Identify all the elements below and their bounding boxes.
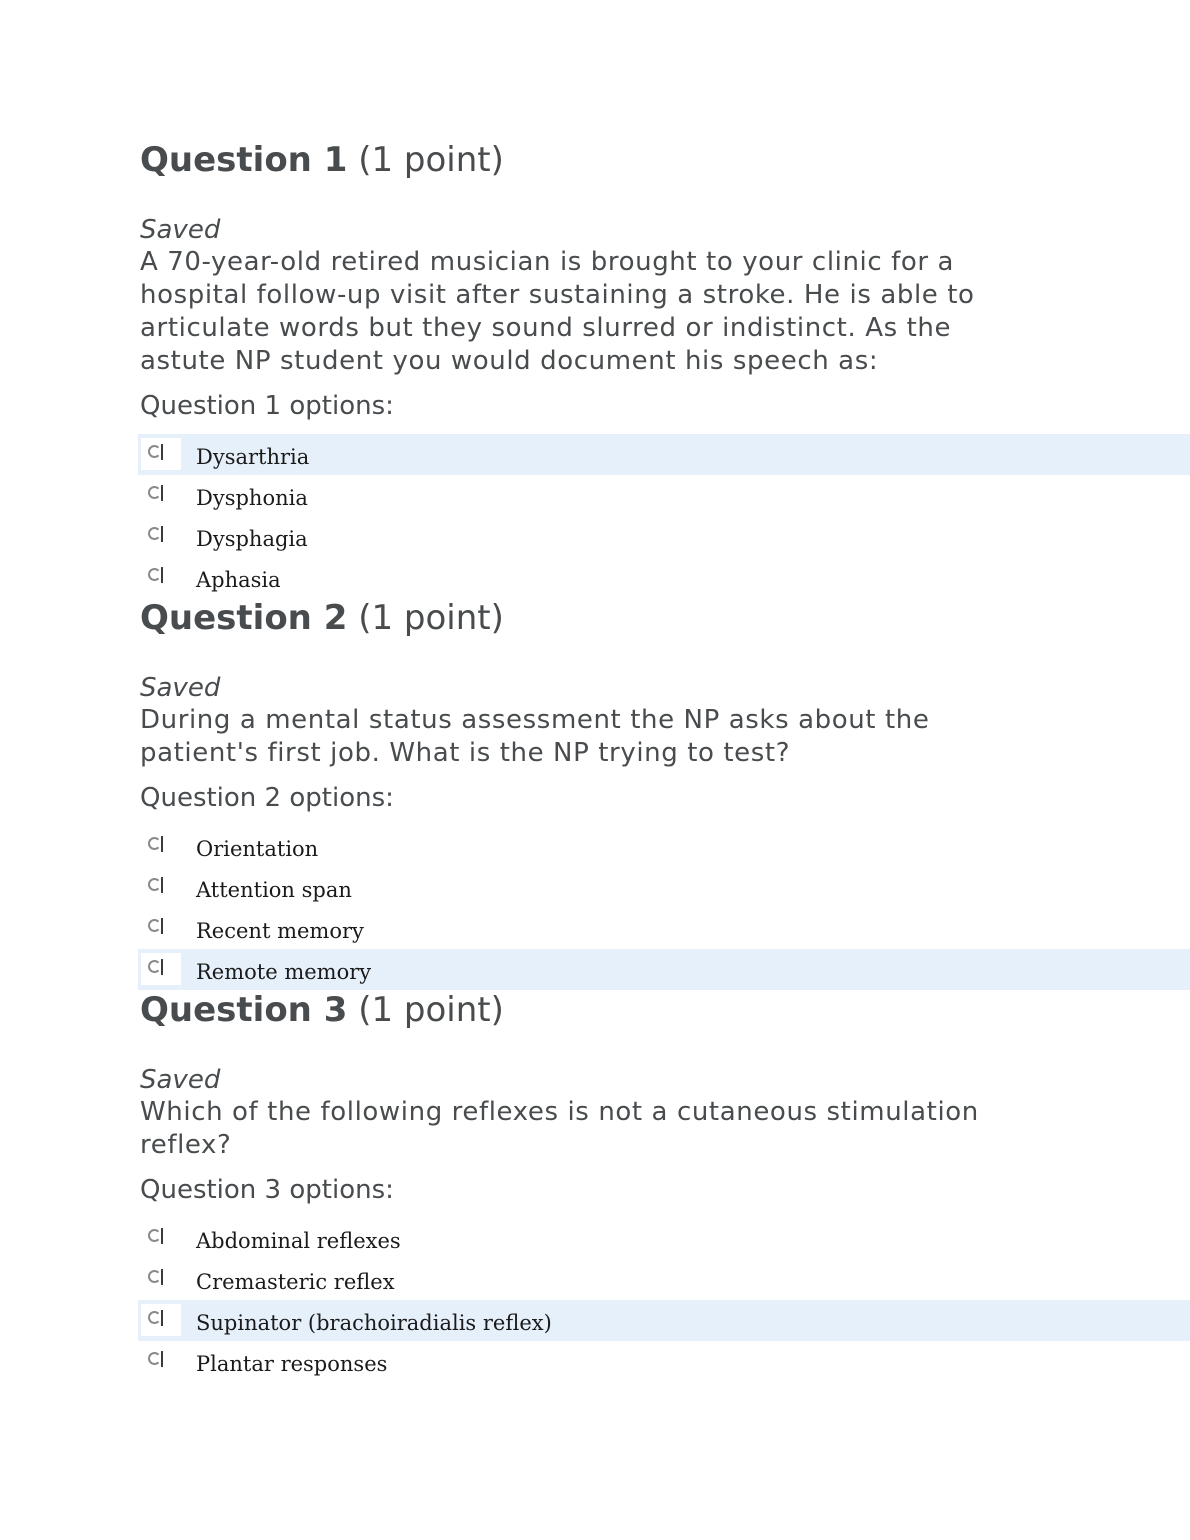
- radio-tick-icon: [161, 526, 163, 542]
- radio-button[interactable]: [141, 912, 181, 944]
- question-title: Question 2: [140, 598, 348, 638]
- option-attention-span[interactable]: [138, 867, 1190, 908]
- option-supinator-reflex[interactable]: [138, 1300, 1190, 1341]
- option-cremasteric-reflex[interactable]: [138, 1259, 1190, 1300]
- radio-button[interactable]: [141, 479, 181, 511]
- radio-circle-icon: [148, 486, 161, 499]
- radio-tick-icon: [161, 1269, 163, 1285]
- option-label: Dysphonia: [196, 486, 308, 510]
- radio-circle-icon: [148, 878, 161, 891]
- question-title: Question 3: [140, 990, 348, 1030]
- option-label: Aphasia: [196, 568, 281, 592]
- options-list: [138, 826, 1190, 990]
- options-label: Question 1 options:: [140, 391, 394, 421]
- option-dysphagia[interactable]: [138, 516, 1190, 557]
- question-heading: [140, 140, 504, 180]
- options-label: Question 2 options:: [140, 783, 394, 813]
- radio-tick-icon: [161, 877, 163, 893]
- radio-tick-icon: [161, 444, 163, 460]
- radio-button[interactable]: [141, 561, 181, 593]
- radio-button[interactable]: [141, 830, 181, 862]
- radio-tick-icon: [161, 959, 163, 975]
- radio-circle-icon: [148, 1229, 161, 1242]
- question-text: A 70-year-old retired musician is brought to your clinic for a hospital follow-up visit after sustaining a stroke. He is able to articulate words but they sound slurred or indistinct. As the astute NP student you would document his speech as:: [140, 247, 975, 376]
- radio-button[interactable]: [141, 953, 181, 985]
- radio-circle-icon: [148, 568, 161, 581]
- option-label: Supinator (brachoiradialis reflex): [196, 1311, 552, 1335]
- question-points: (1 point): [358, 140, 504, 180]
- option-orientation[interactable]: [138, 826, 1190, 867]
- radio-button[interactable]: [141, 438, 181, 470]
- option-label: Cremasteric reflex: [196, 1270, 395, 1294]
- radio-button[interactable]: [141, 1222, 181, 1254]
- option-label: Recent memory: [196, 919, 364, 943]
- option-label: Dysarthria: [196, 445, 310, 469]
- question-title: Question 1: [140, 140, 348, 180]
- radio-circle-icon: [148, 527, 161, 540]
- option-label: Abdominal reflexes: [196, 1229, 401, 1253]
- radio-tick-icon: [161, 836, 163, 852]
- radio-button[interactable]: [141, 1304, 181, 1336]
- saved-status: Saved: [140, 1065, 221, 1095]
- radio-button[interactable]: [141, 1263, 181, 1295]
- radio-circle-icon: [148, 1352, 161, 1365]
- option-dysphonia[interactable]: [138, 475, 1190, 516]
- question-text: Which of the following reflexes is not a cutaneous stimulation reflex?: [140, 1097, 979, 1160]
- option-label: Dysphagia: [196, 527, 308, 551]
- question-points: (1 point): [358, 598, 504, 638]
- radio-tick-icon: [161, 567, 163, 583]
- question-heading: [140, 990, 504, 1030]
- radio-circle-icon: [148, 1311, 161, 1324]
- saved-status: Saved: [140, 673, 221, 703]
- radio-tick-icon: [161, 1228, 163, 1244]
- radio-circle-icon: [148, 837, 161, 850]
- radio-tick-icon: [161, 485, 163, 501]
- radio-button[interactable]: [141, 520, 181, 552]
- option-label: Attention span: [196, 878, 352, 902]
- option-remote-memory[interactable]: [138, 949, 1190, 990]
- question-text: During a mental status assessment the NP asks about the patient's first job. What is the NP trying to test?: [140, 705, 930, 768]
- radio-circle-icon: [148, 1270, 161, 1283]
- option-label: Orientation: [196, 837, 319, 861]
- question-points: (1 point): [358, 990, 504, 1030]
- radio-circle-icon: [148, 960, 161, 973]
- question-heading: [140, 598, 504, 638]
- option-recent-memory[interactable]: [138, 908, 1190, 949]
- options-list: [138, 1218, 1190, 1382]
- saved-status: Saved: [140, 215, 221, 245]
- option-aphasia[interactable]: [138, 557, 1190, 598]
- radio-button[interactable]: [141, 1345, 181, 1377]
- option-label: Remote memory: [196, 960, 372, 984]
- options-list: [138, 434, 1190, 598]
- option-plantar-responses[interactable]: [138, 1341, 1190, 1382]
- option-abdominal-reflexes[interactable]: [138, 1218, 1190, 1259]
- radio-circle-icon: [148, 919, 161, 932]
- radio-tick-icon: [161, 918, 163, 934]
- radio-circle-icon: [148, 445, 161, 458]
- radio-tick-icon: [161, 1351, 163, 1367]
- option-label: Plantar responses: [196, 1352, 388, 1376]
- radio-tick-icon: [161, 1310, 163, 1326]
- radio-button[interactable]: [141, 871, 181, 903]
- options-label: Question 3 options:: [140, 1175, 394, 1205]
- option-dysarthria[interactable]: [138, 434, 1190, 475]
